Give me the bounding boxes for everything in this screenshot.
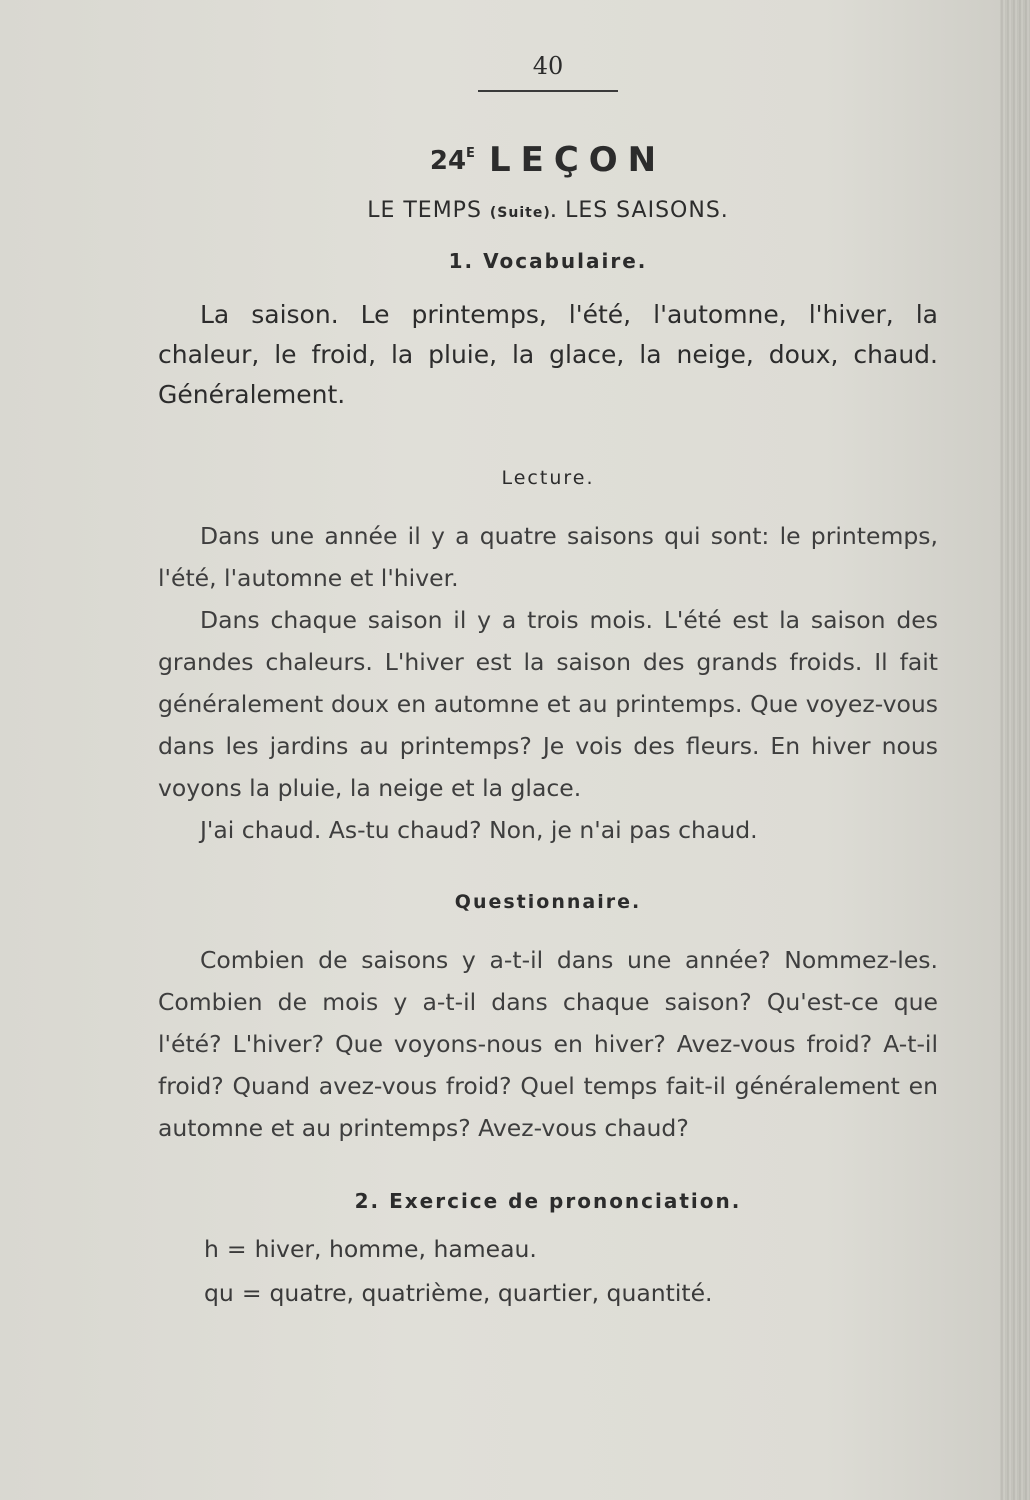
pronunciation-equals: = — [226, 1235, 247, 1263]
lesson-subtitle — [158, 198, 938, 223]
page-content — [158, 52, 938, 1315]
questionnaire-text: Combien de saisons y a-t-il dans une année? Nommez-les. Combien de mois y a-t-il dans chaque saison? Qu'est-ce que l'été? L'hiver? Que voyons-nous en hiver? Avez-vous froid? A-t-il froid? Quand avez-vous froid? Quel temps fait-il généralement en automne et au printemps? Avez-vous chaud? — [158, 946, 938, 1142]
lesson-ordinal-suffix: E — [466, 146, 475, 161]
lesson-title — [158, 140, 938, 180]
questionnaire-heading: Questionnaire. — [454, 891, 642, 913]
lesson-word: LEÇON — [488, 140, 667, 180]
pronunciation-sound: h — [204, 1235, 219, 1263]
lecture-paragraph: Dans chaque saison il y a trois mois. L'été est la saison des grandes chaleurs. L'hiver est la saison des grands froids. Il fait généralement doux en automne et au printemps. Que voyez-vous dans les jardins au printemps? Je vois des fleurs. En hiver nous voyons la pluie, la neige et la glace. — [158, 606, 938, 802]
lecture-paragraph: J'ai chaud. As-tu chaud? Non, je n'ai pas chaud. — [200, 816, 758, 844]
pronunciation-equals: = — [241, 1279, 262, 1307]
pronunciation-line — [158, 1227, 938, 1271]
pronunciation-words: quatre, quatrième, quartier, quantité. — [269, 1279, 713, 1307]
pronunciation-sound: qu — [204, 1279, 234, 1307]
lesson-number: 24 — [429, 146, 467, 176]
subtitle-part2: LES SAISONS. — [565, 198, 729, 223]
page-edge — [1000, 0, 1030, 1500]
subtitle-part1: LE TEMPS — [367, 198, 482, 223]
prononciation-heading: 2. Exercice de prononciation. — [354, 1189, 742, 1213]
vocabulaire-heading: 1. Vocabulaire. — [448, 249, 648, 273]
pronunciation-line — [158, 1271, 938, 1315]
pronunciation-words: hiver, homme, hameau. — [254, 1235, 537, 1263]
lecture-heading: Lecture. — [501, 467, 595, 489]
lecture-paragraph: Dans une année il y a quatre saisons qui sont: le printemps, l'été, l'automne et l'hiver. — [158, 522, 938, 592]
subtitle-suite: (Suite). — [489, 205, 558, 221]
page-number-rule — [478, 90, 618, 92]
page-number: 40 — [532, 52, 564, 80]
vocabulaire-text: La saison. Le printemps, l'été, l'automne, l'hiver, la chaleur, le froid, la pluie, la glace, la neige, doux, chaud. Généralement. — [158, 300, 938, 409]
